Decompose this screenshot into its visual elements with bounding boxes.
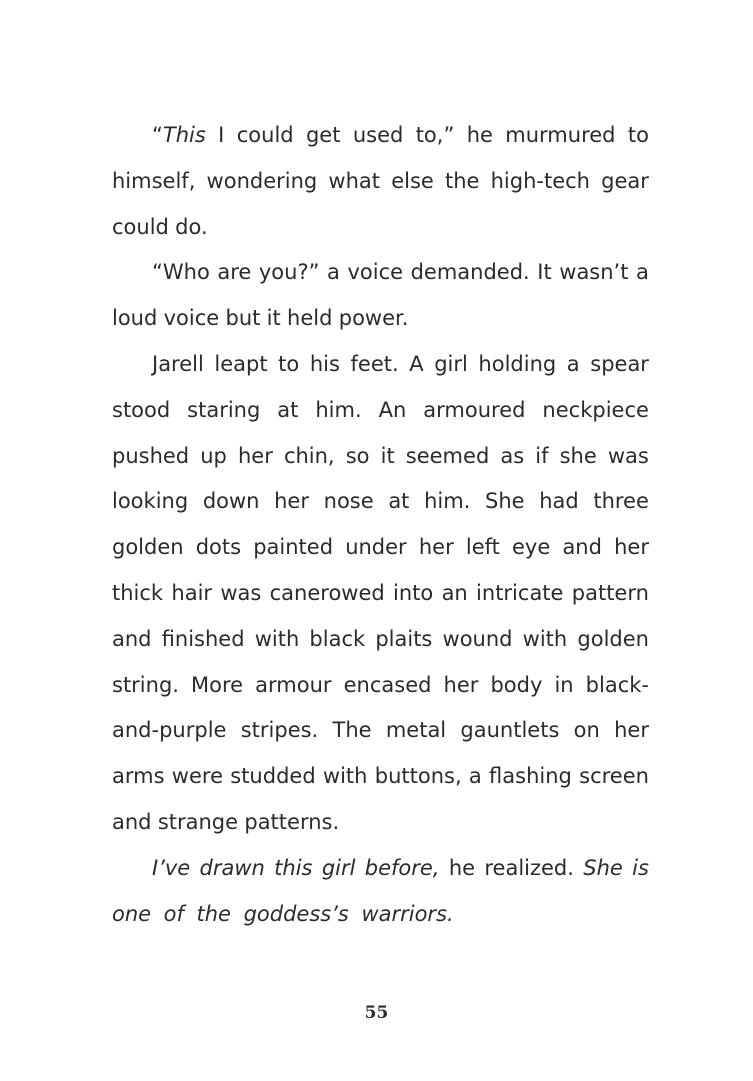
- word: thick: [112, 580, 164, 605]
- word: of: [163, 901, 184, 926]
- word: drawn: [199, 855, 265, 880]
- text-line: [112, 617, 649, 663]
- word: hair: [171, 580, 213, 605]
- word: black-: [585, 672, 649, 697]
- text-line: [112, 434, 649, 480]
- word: The: [332, 718, 372, 743]
- word: nose: [323, 489, 374, 514]
- word: his: [309, 351, 340, 376]
- word: “This: [152, 123, 206, 147]
- text-line: [112, 388, 649, 434]
- word: gear: [601, 168, 649, 193]
- text-line: [112, 342, 649, 388]
- word: body: [490, 672, 543, 697]
- word: with: [254, 626, 300, 651]
- word: armoured: [423, 397, 526, 422]
- word: painted: [253, 535, 334, 560]
- word: a: [636, 260, 649, 285]
- word: him.: [315, 397, 362, 422]
- text-line: [112, 663, 649, 709]
- word: pattern: [571, 580, 649, 605]
- word: with: [522, 626, 568, 651]
- word: him.: [424, 489, 471, 514]
- word: three: [593, 489, 649, 514]
- word: in: [554, 672, 574, 697]
- word: arms: [112, 764, 165, 789]
- word: else: [391, 168, 434, 193]
- word: her: [274, 489, 309, 514]
- word: She: [583, 855, 623, 880]
- word: dots: [195, 535, 242, 560]
- word: demanded.: [410, 260, 530, 285]
- word: studded: [230, 764, 316, 789]
- word: this: [274, 855, 313, 880]
- word: down: [202, 489, 260, 514]
- word: get: [305, 123, 341, 147]
- word: Jarell: [152, 351, 204, 376]
- word: so: [345, 443, 370, 468]
- word: were: [171, 764, 223, 789]
- word: the: [444, 168, 480, 193]
- text-line: [112, 479, 649, 525]
- word: she: [559, 443, 597, 468]
- word: at: [277, 397, 299, 422]
- word: I’ve: [152, 855, 191, 880]
- word: you?”: [258, 260, 320, 285]
- word: is: [632, 855, 649, 880]
- word: and-purple: [112, 718, 227, 743]
- word: he: [466, 123, 493, 147]
- word: on: [573, 718, 600, 743]
- text-line: [112, 754, 649, 800]
- word: as: [500, 443, 525, 468]
- word: golden: [112, 535, 184, 560]
- word: More: [191, 672, 244, 697]
- word: string.: [112, 672, 179, 697]
- word: feet.: [350, 351, 399, 376]
- word: flashing: [489, 764, 572, 789]
- word: was: [607, 443, 649, 468]
- word: A: [409, 351, 424, 376]
- word: her: [418, 535, 454, 560]
- word: a: [468, 764, 482, 789]
- word: her: [614, 718, 649, 743]
- text-line: [112, 571, 649, 617]
- word: with: [322, 764, 368, 789]
- word: used: [352, 123, 404, 147]
- word: up: [200, 443, 227, 468]
- word: an: [441, 580, 468, 605]
- word: before,: [364, 855, 440, 880]
- text-line: [112, 205, 649, 251]
- word: high-tech: [490, 168, 590, 193]
- word: black: [309, 626, 366, 651]
- word: warriors.: [361, 901, 454, 926]
- word: murmured: [505, 123, 616, 147]
- word: staring: [187, 397, 261, 422]
- word: golden: [577, 626, 649, 651]
- word: are: [217, 260, 252, 285]
- word: girl: [321, 855, 356, 880]
- word: a: [327, 260, 340, 285]
- word: voice: [163, 306, 220, 331]
- word: girl: [434, 351, 468, 376]
- word: looking: [112, 489, 189, 514]
- word: stripes.: [240, 718, 319, 743]
- word: metal: [385, 718, 447, 743]
- word: plaits: [375, 626, 433, 651]
- word: eye: [512, 535, 551, 560]
- word: to,”: [415, 123, 455, 147]
- word: loud: [112, 306, 158, 331]
- word: and: [112, 626, 152, 651]
- word: gauntlets: [460, 718, 560, 743]
- text-line: [112, 892, 649, 938]
- word: wound: [442, 626, 513, 651]
- word: held: [287, 306, 333, 331]
- word: “Who: [152, 260, 210, 285]
- word: encased: [343, 672, 432, 697]
- word: it: [266, 306, 281, 331]
- page-number: 55: [364, 1003, 389, 1023]
- word: finished: [161, 626, 245, 651]
- word: I: [218, 123, 225, 147]
- word: realized.: [484, 855, 574, 880]
- word: could: [112, 214, 169, 239]
- word: An: [378, 397, 407, 422]
- word: a: [566, 351, 580, 376]
- word: holding: [478, 351, 557, 376]
- text-line: [112, 159, 649, 205]
- word: wondering: [206, 168, 318, 193]
- word: strange: [157, 809, 239, 834]
- word: leapt: [214, 351, 268, 376]
- word: power.: [338, 306, 409, 331]
- word: at: [388, 489, 410, 514]
- body-text: [112, 113, 649, 937]
- word: her: [614, 535, 649, 560]
- word: buttons,: [374, 764, 462, 789]
- word: wasn’t: [559, 260, 629, 285]
- text-line: [112, 846, 649, 892]
- word: intricate: [476, 580, 564, 605]
- word: goddess’s: [243, 901, 349, 926]
- word: pushed: [112, 443, 190, 468]
- word: neckpiece: [542, 397, 649, 422]
- word: chin,: [283, 443, 335, 468]
- word: he: [448, 855, 476, 880]
- word: into: [393, 580, 434, 605]
- text-line: [112, 708, 649, 754]
- word: and: [112, 809, 152, 834]
- word: stood: [112, 397, 171, 422]
- word: spear: [590, 351, 649, 376]
- word: voice: [347, 260, 404, 285]
- word: had: [539, 489, 579, 514]
- word: canerowed: [269, 580, 385, 605]
- text-line: [112, 296, 649, 342]
- word: patterns.: [244, 809, 340, 834]
- word: her: [237, 443, 273, 468]
- word: to: [627, 123, 649, 147]
- word: seemed: [405, 443, 490, 468]
- text-line: [112, 525, 649, 571]
- word: to: [278, 351, 300, 376]
- word: it: [380, 443, 395, 468]
- word: himself,: [112, 168, 196, 193]
- text-line: [112, 250, 649, 296]
- word: under: [345, 535, 407, 560]
- word: She: [484, 489, 525, 514]
- word: her: [443, 672, 479, 697]
- word: one: [112, 901, 152, 926]
- word: and: [562, 535, 602, 560]
- word: was: [220, 580, 262, 605]
- word: if: [535, 443, 549, 468]
- word: could: [236, 123, 294, 147]
- word: do.: [175, 214, 208, 239]
- text-line: [112, 113, 649, 159]
- text-line: [112, 800, 649, 846]
- word: screen: [579, 764, 649, 789]
- word: but: [225, 306, 261, 331]
- word: It: [537, 260, 552, 285]
- word: armour: [255, 672, 332, 697]
- word: the: [196, 901, 231, 926]
- word: left: [465, 535, 500, 560]
- word: what: [328, 168, 381, 193]
